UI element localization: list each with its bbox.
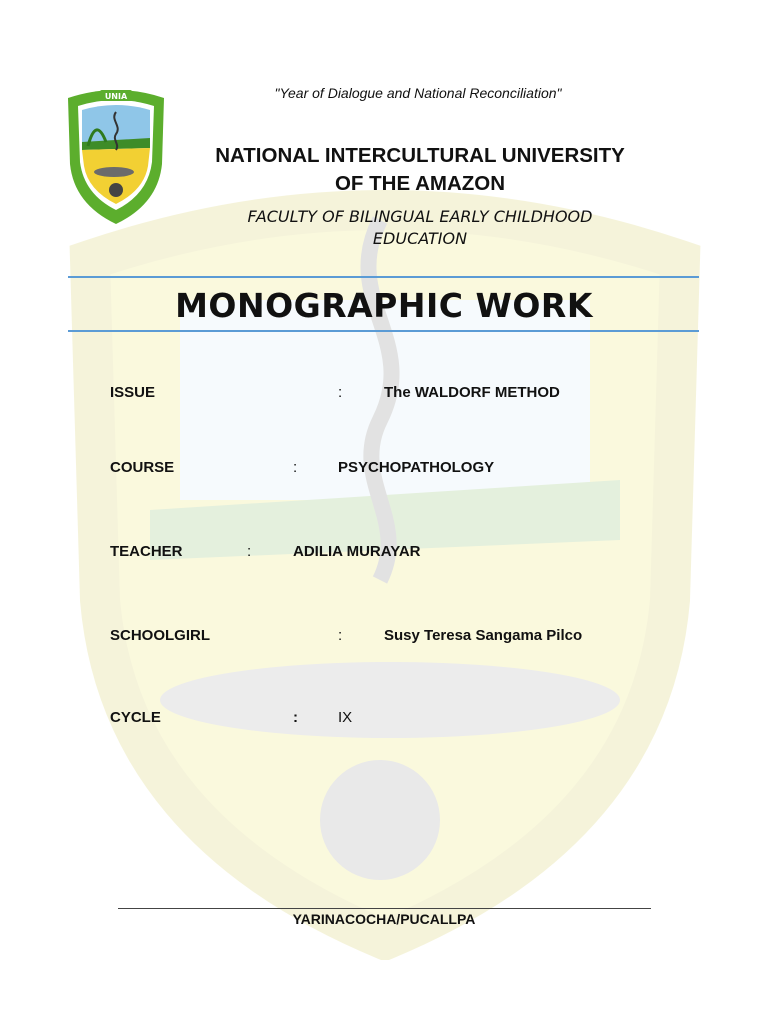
field-issue-separator: :: [338, 384, 343, 401]
footer-location: YARINACOCHA/PUCALLPA: [292, 911, 476, 927]
faculty-name: [180, 206, 660, 250]
field-cycle-value: IX: [338, 709, 353, 726]
field-schoolgirl-label: SCHOOLGIRL: [110, 627, 210, 644]
faculty-name-line2: EDUCATION: [372, 229, 468, 248]
university-name-line1: NATIONAL INTERCULTURAL UNIVERSITY: [215, 144, 625, 167]
university-crest-logo: [64, 86, 168, 226]
footer-divider: [118, 908, 651, 909]
motto: "Year of Dialogue and National Reconciliation": [274, 85, 562, 101]
field-teacher-separator: :: [247, 543, 252, 560]
field-course-separator: :: [293, 459, 298, 476]
faculty-name-line1: FACULTY OF BILINGUAL EARLY CHILDHOOD: [247, 207, 593, 226]
field-course-value: PSYCHOPATHOLOGY: [338, 459, 495, 476]
field-cycle-separator: :: [293, 709, 298, 726]
field-issue-label: ISSUE: [110, 384, 156, 401]
field-teacher-value: ADILIA MURAYAR: [293, 543, 421, 560]
field-issue-value: The WALDORF METHOD: [384, 384, 560, 401]
field-schoolgirl-separator: :: [338, 627, 343, 644]
field-cycle-label: CYCLE: [110, 709, 161, 726]
title-rule-bottom: [68, 330, 699, 332]
title-rule-top: [68, 276, 699, 278]
university-name: [170, 142, 670, 198]
field-schoolgirl-value: Susy Teresa Sangama Pilco: [384, 627, 583, 644]
university-name-line2: OF THE AMAZON: [334, 172, 506, 195]
page-title: MONOGRAPHIC WORK: [175, 286, 593, 325]
field-course-label: COURSE: [110, 459, 175, 476]
field-teacher-label: TEACHER: [110, 543, 183, 560]
logo-label: UNIA: [104, 92, 128, 101]
